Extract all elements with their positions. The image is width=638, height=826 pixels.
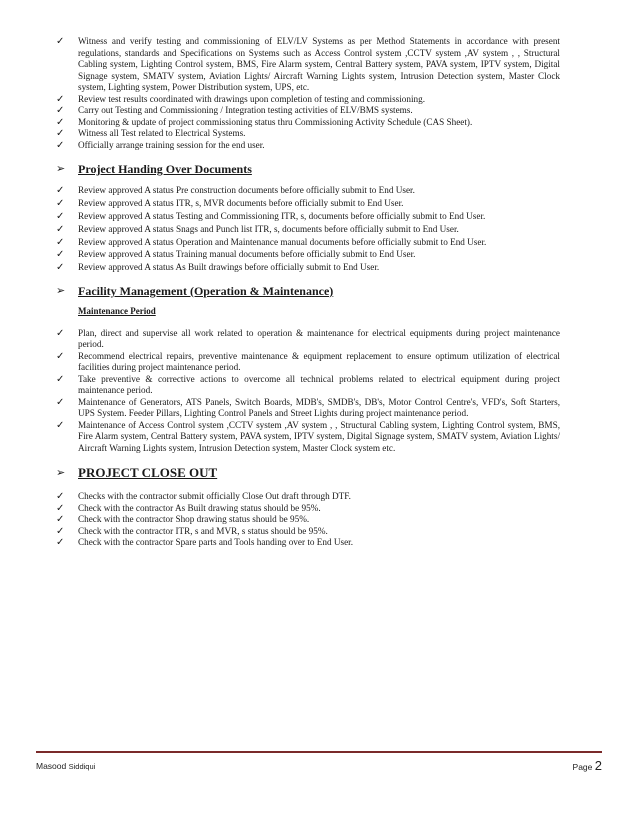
- list-item-text: Checks with the contractor submit officially Close Out draft through DTF.: [78, 491, 351, 502]
- list-item-text: Witness all Test related to Electrical Systems.: [78, 128, 246, 138]
- list-item: [56, 537, 560, 549]
- subheading-maintenance-period: Maintenance Period: [78, 305, 156, 316]
- check-mark-icon: ✓: [56, 396, 65, 408]
- check-mark-icon: ✓: [56, 502, 65, 514]
- arrowhead-icon: ➢: [56, 283, 66, 297]
- list-item-text: Check with the contractor As Built drawing status should be 95%.: [78, 502, 321, 513]
- list-item-text: Check with the contractor ITR, s and MVR, s status should be 95%.: [78, 525, 328, 536]
- list-item: [56, 105, 560, 117]
- list-item: [56, 328, 560, 351]
- list-item-text: Take preventive & corrective actions to overcome all technical problems related to electrical equipment during project maintenance period.: [78, 373, 560, 396]
- list-item: [56, 94, 560, 106]
- list-item-text: Maintenance of Access Control system ,CCTV system ,AV system , , Structural Cabling system, Lighting Control system, BMS, Fire Alarm system, Central Battery system, PAVA system, IPTV system, Digital Signage system, SMATV system, Aviation Lights/ Aircraft Warning Lights system, Intrusion Detection system, Master Clock system etc.: [78, 419, 560, 453]
- list-item-text: Carry out Testing and Commissioning / Integration testing activities of ELV/BMS systems.: [78, 105, 413, 115]
- list-item-text: Officially arrange training session for the end user.: [78, 139, 265, 150]
- list-item-text: Witness and verify testing and commissioning of ELV/LV Systems as per Method Statements in accordance with present regulations, standards and Specifications on Systems such as Access Control system ,CCTV system ,AV system , , Structural Cabling system, Lighting Control system, BMS, Fire Alarm system, Central Battery system, PAVA system, IPTV system, Digital Signage system, SMATV system, Aviation Lights/ Aircraft Warning Lights system, Intrusion Detection system, Master Clock system, Lighting system, Power Distribution system, UPS, etc.: [78, 36, 560, 92]
- list-item-text: Recommend electrical repairs, preventive maintenance & equipment replacement to ensure optimum utilization of electrical facilities during project maintenance period.: [78, 350, 560, 373]
- list-item: [56, 526, 560, 538]
- footer-rule: [36, 751, 602, 753]
- list-item: [56, 249, 560, 261]
- section-heading-handing-over: [56, 162, 560, 176]
- list-item-text: Review approved A status As Built drawings before officially submit to End User.: [78, 262, 380, 273]
- check-mark-icon: ✓: [56, 105, 65, 116]
- footer-author: [36, 761, 95, 771]
- list-item: [56, 397, 560, 420]
- check-mark-icon: ✓: [56, 197, 65, 209]
- check-mark-icon: ✓: [56, 36, 65, 47]
- section-heading-project-close-out: [56, 466, 560, 480]
- check-mark-icon: ✓: [56, 236, 65, 248]
- check-mark-icon: ✓: [56, 223, 65, 235]
- list-item-text: Check with the contractor Shop drawing status should be 95%.: [78, 514, 310, 525]
- check-mark-icon: ✓: [56, 419, 65, 431]
- check-mark-icon: ✓: [56, 350, 65, 362]
- check-mark-icon: ✓: [56, 262, 65, 274]
- section-heading-facility-management: [56, 284, 560, 298]
- list-item: [56, 374, 560, 397]
- check-mark-icon: ✓: [56, 525, 65, 537]
- list-item: [56, 503, 560, 515]
- list-item-text: Review approved A status ITR, s, MVR documents before officially submit to End User.: [78, 197, 404, 208]
- footer-page-number: [573, 758, 602, 773]
- list-item-text: Review approved A status Snags and Punch list ITR, s, documents before officially submit to End User.: [78, 223, 459, 234]
- check-mark-icon: ✓: [56, 185, 65, 196]
- list-item: [56, 140, 560, 152]
- list-item: [56, 237, 560, 249]
- footer-last-name: Siddiqui: [68, 762, 96, 771]
- list-item-text: Plan, direct and supervise all work related to operation & maintenance for electrical equipments during project maintenance period.: [78, 327, 560, 350]
- testing-commissioning-list: [56, 36, 560, 151]
- footer-first-name: Masood: [36, 761, 67, 771]
- handing-over-list: [56, 185, 560, 274]
- list-item-text: Review approved A status Testing and Commissioning ITR, s, documents before officially submit to End User.: [78, 210, 486, 221]
- list-item: [56, 224, 560, 236]
- check-mark-icon: ✓: [56, 249, 65, 261]
- list-item: [56, 420, 560, 455]
- arrowhead-icon: ➢: [56, 466, 66, 480]
- list-item: [56, 514, 560, 526]
- list-item: [56, 117, 560, 129]
- close-out-list: [56, 491, 560, 549]
- check-mark-icon: ✓: [56, 491, 65, 503]
- list-item: [56, 211, 560, 223]
- list-item-text: Review approved A status Operation and Maintenance manual documents before officially submit to End User.: [78, 236, 487, 247]
- section-heading-text: Project Handing Over Documents: [78, 162, 252, 176]
- check-mark-icon: ✓: [56, 514, 65, 526]
- list-item: [56, 198, 560, 210]
- arrowhead-icon: ➢: [56, 162, 66, 175]
- footer-page-num: 2: [594, 758, 602, 773]
- check-mark-icon: ✓: [56, 93, 65, 105]
- check-mark-icon: ✓: [56, 139, 65, 151]
- check-mark-icon: ✓: [56, 537, 65, 549]
- maintenance-list: [56, 328, 560, 455]
- list-item-text: Review test results coordinated with drawings upon completion of testing and commissioning.: [78, 93, 426, 104]
- check-mark-icon: ✓: [56, 116, 65, 128]
- list-item: [56, 491, 560, 503]
- list-item: [56, 185, 560, 197]
- list-item-text: Check with the contractor Spare parts and Tools handing over to End User.: [78, 537, 353, 548]
- check-mark-icon: ✓: [56, 128, 65, 139]
- list-item-text: Review approved A status Training manual documents before officially submit to End User.: [78, 249, 416, 260]
- page-content: [56, 36, 560, 549]
- list-item-text: Review approved A status Pre construction documents before officially submit to End User.: [78, 185, 415, 195]
- check-mark-icon: ✓: [56, 327, 65, 339]
- footer-page-label: Page: [572, 762, 593, 772]
- list-item: [56, 262, 560, 274]
- section-heading-text: Facility Management (Operation & Maintenance): [78, 283, 334, 298]
- list-item: [56, 351, 560, 374]
- check-mark-icon: ✓: [56, 210, 65, 222]
- list-item: [56, 36, 560, 94]
- list-item-text: Monitoring & update of project commissioning status thru Commissioning Activity Schedule (CAS Sheet).: [78, 116, 473, 127]
- section-heading-text: PROJECT CLOSE OUT: [78, 465, 218, 481]
- check-mark-icon: ✓: [56, 373, 65, 385]
- list-item-text: Maintenance of Generators, ATS Panels, Switch Boards, MDB's, SMDB's, DB's, Motor Control Centre's, VFD's, Soft Starters, UPS System. Feeder Pillars, Lighting Control Panels and Street Lights during project maintenance period.: [78, 396, 560, 419]
- list-item: [56, 128, 560, 140]
